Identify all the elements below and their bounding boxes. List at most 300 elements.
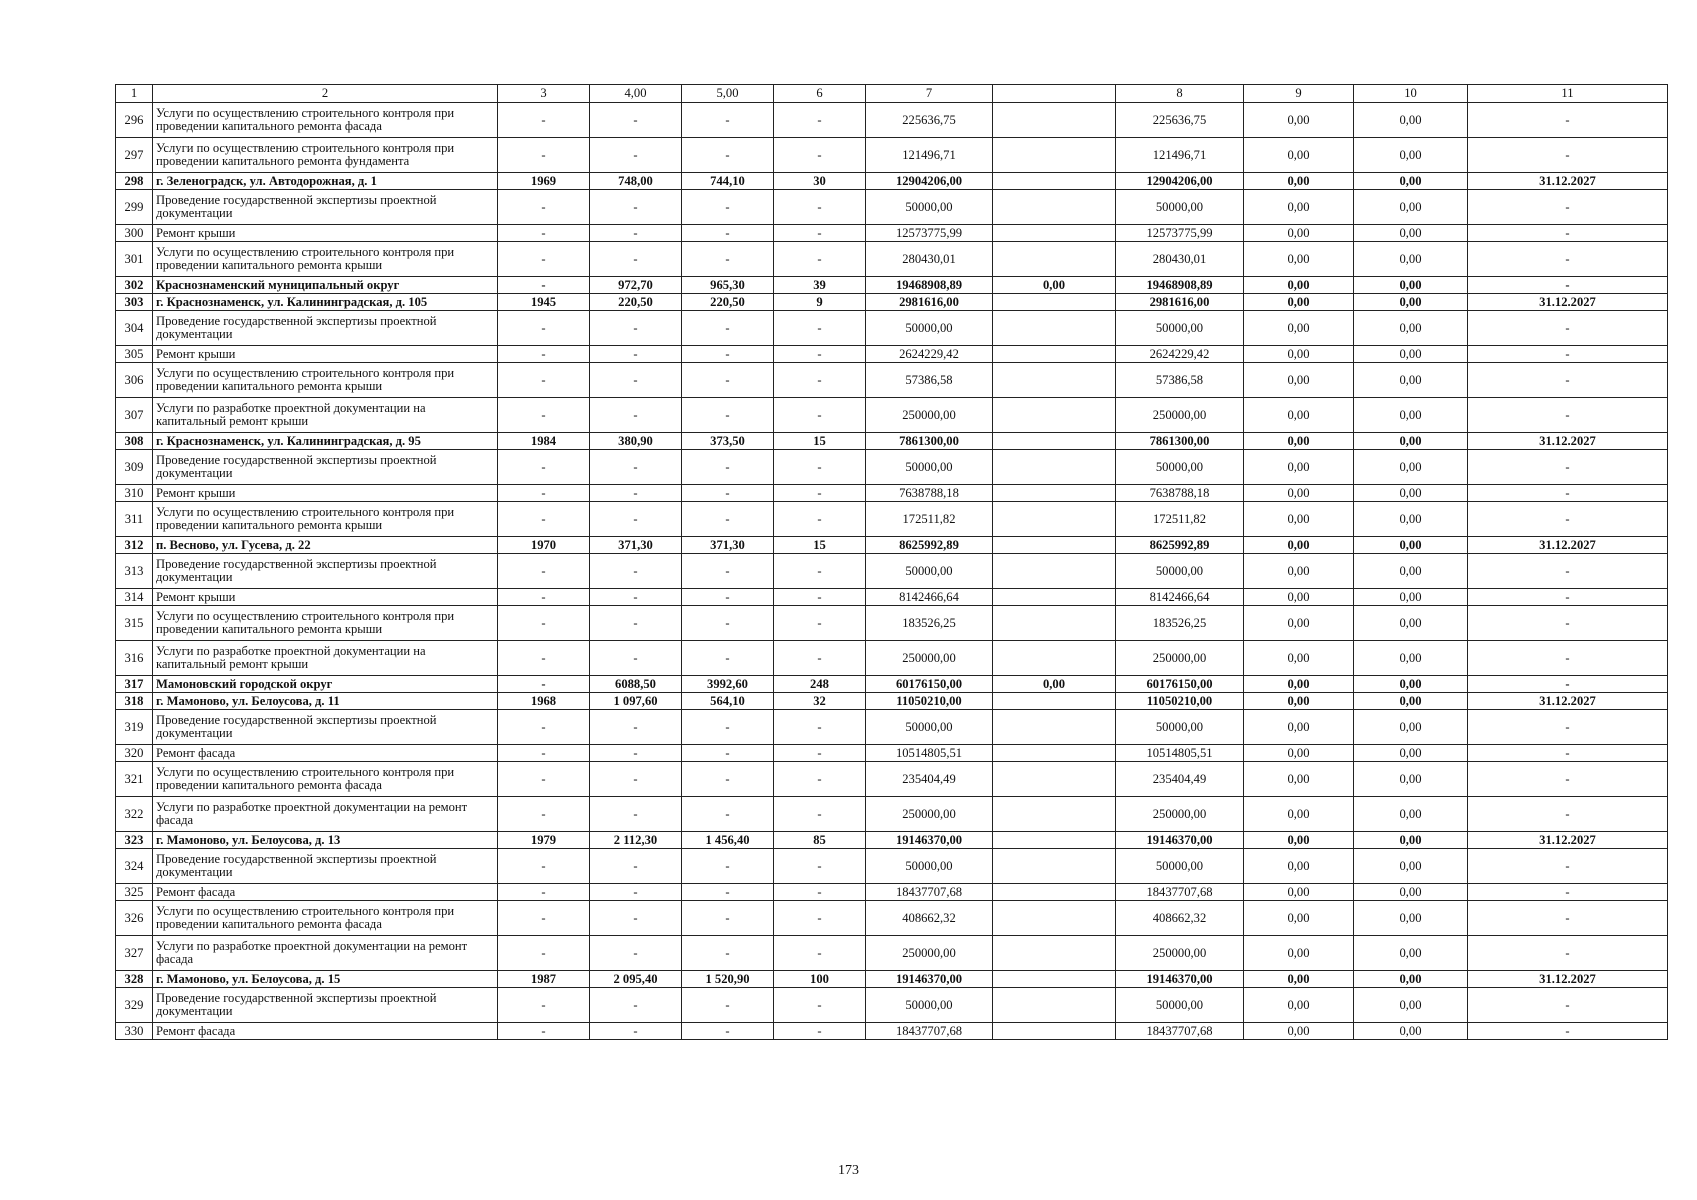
header-cell: 3 bbox=[498, 85, 590, 103]
header-cell: 1 bbox=[116, 85, 153, 103]
row-number-cell: 304 bbox=[116, 311, 153, 346]
budget-cost-cell: 0,00 bbox=[1244, 1023, 1354, 1040]
total-area-cell: - bbox=[590, 606, 682, 641]
fund-cost-cell: 50000,00 bbox=[1116, 710, 1244, 745]
fund-cost-cell: 50000,00 bbox=[1116, 190, 1244, 225]
residents-cell: - bbox=[774, 346, 866, 363]
deadline-cell: - bbox=[1468, 641, 1668, 676]
year-cell: 1970 bbox=[498, 537, 590, 554]
row-number-cell: 311 bbox=[116, 502, 153, 537]
other-cost-cell: 0,00 bbox=[1354, 849, 1468, 884]
other-cost-cell: 0,00 bbox=[1354, 138, 1468, 173]
budget-cost-cell: 0,00 bbox=[1244, 762, 1354, 797]
living-area-cell: - bbox=[682, 225, 774, 242]
extra-cost-cell bbox=[993, 138, 1116, 173]
year-cell: - bbox=[498, 884, 590, 901]
repair-program-table bbox=[115, 84, 1668, 1040]
residents-cell: - bbox=[774, 797, 866, 832]
residents-cell: - bbox=[774, 710, 866, 745]
residents-cell: - bbox=[774, 589, 866, 606]
residents-cell: - bbox=[774, 485, 866, 502]
extra-cost-cell bbox=[993, 797, 1116, 832]
other-cost-cell: 0,00 bbox=[1354, 797, 1468, 832]
extra-cost-cell bbox=[993, 242, 1116, 277]
table-body bbox=[116, 103, 1668, 1040]
budget-cost-cell: 0,00 bbox=[1244, 971, 1354, 988]
total-cost-cell: 250000,00 bbox=[866, 641, 993, 676]
row-number-cell: 325 bbox=[116, 884, 153, 901]
fund-cost-cell: 250000,00 bbox=[1116, 936, 1244, 971]
budget-cost-cell: 0,00 bbox=[1244, 901, 1354, 936]
total-cost-cell: 18437707,68 bbox=[866, 884, 993, 901]
total-area-cell: - bbox=[590, 485, 682, 502]
work-name-cell: Ремонт крыши bbox=[153, 589, 498, 606]
total-cost-cell: 121496,71 bbox=[866, 138, 993, 173]
fund-cost-cell: 11050210,00 bbox=[1116, 693, 1244, 710]
other-cost-cell: 0,00 bbox=[1354, 745, 1468, 762]
header-cell: 10 bbox=[1354, 85, 1468, 103]
deadline-cell: 31.12.2027 bbox=[1468, 294, 1668, 311]
total-cost-cell: 250000,00 bbox=[866, 797, 993, 832]
work-name-cell: Мамоновский городской округ bbox=[153, 676, 498, 693]
total-area-cell: - bbox=[590, 225, 682, 242]
fund-cost-cell: 2981616,00 bbox=[1116, 294, 1244, 311]
total-cost-cell: 280430,01 bbox=[866, 242, 993, 277]
total-area-cell: - bbox=[590, 849, 682, 884]
other-cost-cell: 0,00 bbox=[1354, 832, 1468, 849]
year-cell: - bbox=[498, 190, 590, 225]
other-cost-cell: 0,00 bbox=[1354, 606, 1468, 641]
fund-cost-cell: 50000,00 bbox=[1116, 311, 1244, 346]
residents-cell: - bbox=[774, 606, 866, 641]
total-cost-cell: 8142466,64 bbox=[866, 589, 993, 606]
living-area-cell: - bbox=[682, 797, 774, 832]
total-cost-cell: 250000,00 bbox=[866, 398, 993, 433]
total-area-cell: - bbox=[590, 901, 682, 936]
living-area-cell: - bbox=[682, 138, 774, 173]
living-area-cell: - bbox=[682, 849, 774, 884]
total-cost-cell: 225636,75 bbox=[866, 103, 993, 138]
total-area-cell: - bbox=[590, 589, 682, 606]
table-row bbox=[116, 537, 1668, 554]
fund-cost-cell: 7638788,18 bbox=[1116, 485, 1244, 502]
table-row bbox=[116, 971, 1668, 988]
row-number-cell: 315 bbox=[116, 606, 153, 641]
work-name-cell: Проведение государственной экспертизы проектной документации bbox=[153, 988, 498, 1023]
year-cell: - bbox=[498, 346, 590, 363]
row-number-cell: 330 bbox=[116, 1023, 153, 1040]
living-area-cell: - bbox=[682, 363, 774, 398]
fund-cost-cell: 57386,58 bbox=[1116, 363, 1244, 398]
other-cost-cell: 0,00 bbox=[1354, 901, 1468, 936]
row-number-cell: 316 bbox=[116, 641, 153, 676]
year-cell: - bbox=[498, 138, 590, 173]
total-area-cell: - bbox=[590, 190, 682, 225]
total-area-cell: - bbox=[590, 641, 682, 676]
total-cost-cell: 50000,00 bbox=[866, 988, 993, 1023]
other-cost-cell: 0,00 bbox=[1354, 641, 1468, 676]
table-row bbox=[116, 589, 1668, 606]
total-cost-cell: 19146370,00 bbox=[866, 971, 993, 988]
year-cell: - bbox=[498, 502, 590, 537]
residents-cell: 15 bbox=[774, 433, 866, 450]
total-cost-cell: 50000,00 bbox=[866, 849, 993, 884]
deadline-cell: - bbox=[1468, 589, 1668, 606]
budget-cost-cell: 0,00 bbox=[1244, 554, 1354, 589]
extra-cost-cell bbox=[993, 294, 1116, 311]
total-cost-cell: 19146370,00 bbox=[866, 832, 993, 849]
fund-cost-cell: 2624229,42 bbox=[1116, 346, 1244, 363]
header-cell: 8 bbox=[1116, 85, 1244, 103]
total-cost-cell: 183526,25 bbox=[866, 606, 993, 641]
other-cost-cell: 0,00 bbox=[1354, 502, 1468, 537]
table-row bbox=[116, 936, 1668, 971]
deadline-cell: 31.12.2027 bbox=[1468, 832, 1668, 849]
extra-cost-cell: 0,00 bbox=[993, 277, 1116, 294]
fund-cost-cell: 250000,00 bbox=[1116, 398, 1244, 433]
year-cell: - bbox=[498, 311, 590, 346]
budget-cost-cell: 0,00 bbox=[1244, 693, 1354, 710]
budget-cost-cell: 0,00 bbox=[1244, 311, 1354, 346]
work-name-cell: Ремонт крыши bbox=[153, 346, 498, 363]
work-name-cell: г. Мамоново, ул. Белоусова, д. 15 bbox=[153, 971, 498, 988]
residents-cell: 15 bbox=[774, 537, 866, 554]
total-cost-cell: 50000,00 bbox=[866, 311, 993, 346]
living-area-cell: - bbox=[682, 589, 774, 606]
fund-cost-cell: 183526,25 bbox=[1116, 606, 1244, 641]
residents-cell: - bbox=[774, 450, 866, 485]
living-area-cell: - bbox=[682, 936, 774, 971]
row-number-cell: 301 bbox=[116, 242, 153, 277]
table-header-row bbox=[116, 85, 1668, 103]
other-cost-cell: 0,00 bbox=[1354, 450, 1468, 485]
year-cell: 1968 bbox=[498, 693, 590, 710]
deadline-cell: - bbox=[1468, 398, 1668, 433]
row-number-cell: 312 bbox=[116, 537, 153, 554]
table-row bbox=[116, 554, 1668, 589]
work-name-cell: Услуги по осуществлению строительного контроля при проведении капитального ремонта фундамента bbox=[153, 138, 498, 173]
living-area-cell: - bbox=[682, 554, 774, 589]
living-area-cell: 1 456,40 bbox=[682, 832, 774, 849]
deadline-cell: - bbox=[1468, 936, 1668, 971]
year-cell: - bbox=[498, 641, 590, 676]
table-row bbox=[116, 190, 1668, 225]
work-name-cell: Услуги по осуществлению строительного контроля при проведении капитального ремонта фасада bbox=[153, 901, 498, 936]
total-cost-cell: 7638788,18 bbox=[866, 485, 993, 502]
row-number-cell: 317 bbox=[116, 676, 153, 693]
row-number-cell: 310 bbox=[116, 485, 153, 502]
row-number-cell: 299 bbox=[116, 190, 153, 225]
table-row bbox=[116, 988, 1668, 1023]
year-cell: 1984 bbox=[498, 433, 590, 450]
total-cost-cell: 172511,82 bbox=[866, 502, 993, 537]
extra-cost-cell bbox=[993, 589, 1116, 606]
deadline-cell: 31.12.2027 bbox=[1468, 433, 1668, 450]
deadline-cell: - bbox=[1468, 138, 1668, 173]
residents-cell: - bbox=[774, 901, 866, 936]
table-row bbox=[116, 277, 1668, 294]
other-cost-cell: 0,00 bbox=[1354, 242, 1468, 277]
budget-cost-cell: 0,00 bbox=[1244, 676, 1354, 693]
total-cost-cell: 18437707,68 bbox=[866, 1023, 993, 1040]
residents-cell: 85 bbox=[774, 832, 866, 849]
fund-cost-cell: 18437707,68 bbox=[1116, 1023, 1244, 1040]
budget-cost-cell: 0,00 bbox=[1244, 502, 1354, 537]
year-cell: - bbox=[498, 849, 590, 884]
extra-cost-cell bbox=[993, 537, 1116, 554]
deadline-cell: - bbox=[1468, 311, 1668, 346]
table-row bbox=[116, 693, 1668, 710]
extra-cost-cell bbox=[993, 554, 1116, 589]
fund-cost-cell: 50000,00 bbox=[1116, 849, 1244, 884]
total-area-cell: - bbox=[590, 242, 682, 277]
total-area-cell: 380,90 bbox=[590, 433, 682, 450]
work-name-cell: Услуги по осуществлению строительного контроля при проведении капитального ремонта фасада bbox=[153, 103, 498, 138]
year-cell: - bbox=[498, 710, 590, 745]
table-row bbox=[116, 398, 1668, 433]
residents-cell: - bbox=[774, 936, 866, 971]
extra-cost-cell: 0,00 bbox=[993, 676, 1116, 693]
extra-cost-cell bbox=[993, 710, 1116, 745]
fund-cost-cell: 250000,00 bbox=[1116, 641, 1244, 676]
residents-cell: - bbox=[774, 502, 866, 537]
total-area-cell: - bbox=[590, 710, 682, 745]
extra-cost-cell bbox=[993, 849, 1116, 884]
year-cell: - bbox=[498, 797, 590, 832]
year-cell: - bbox=[498, 676, 590, 693]
deadline-cell: - bbox=[1468, 450, 1668, 485]
table-row bbox=[116, 502, 1668, 537]
row-number-cell: 327 bbox=[116, 936, 153, 971]
table-row bbox=[116, 346, 1668, 363]
work-name-cell: Проведение государственной экспертизы проектной документации bbox=[153, 849, 498, 884]
budget-cost-cell: 0,00 bbox=[1244, 346, 1354, 363]
extra-cost-cell bbox=[993, 502, 1116, 537]
total-area-cell: 2 112,30 bbox=[590, 832, 682, 849]
year-cell: - bbox=[498, 1023, 590, 1040]
work-name-cell: Проведение государственной экспертизы проектной документации bbox=[153, 450, 498, 485]
other-cost-cell: 0,00 bbox=[1354, 936, 1468, 971]
budget-cost-cell: 0,00 bbox=[1244, 363, 1354, 398]
fund-cost-cell: 12904206,00 bbox=[1116, 173, 1244, 190]
table-row bbox=[116, 849, 1668, 884]
deadline-cell: - bbox=[1468, 363, 1668, 398]
extra-cost-cell bbox=[993, 103, 1116, 138]
living-area-cell: - bbox=[682, 710, 774, 745]
table-row bbox=[116, 1023, 1668, 1040]
table-row bbox=[116, 762, 1668, 797]
row-number-cell: 298 bbox=[116, 173, 153, 190]
table-row bbox=[116, 606, 1668, 641]
work-name-cell: Проведение государственной экспертизы проектной документации bbox=[153, 710, 498, 745]
deadline-cell: - bbox=[1468, 606, 1668, 641]
deadline-cell: - bbox=[1468, 676, 1668, 693]
other-cost-cell: 0,00 bbox=[1354, 173, 1468, 190]
fund-cost-cell: 408662,32 bbox=[1116, 901, 1244, 936]
row-number-cell: 314 bbox=[116, 589, 153, 606]
budget-cost-cell: 0,00 bbox=[1244, 936, 1354, 971]
table-row bbox=[116, 901, 1668, 936]
total-cost-cell: 50000,00 bbox=[866, 190, 993, 225]
total-area-cell: - bbox=[590, 346, 682, 363]
header-cell: 7 bbox=[866, 85, 993, 103]
work-name-cell: Ремонт фасада bbox=[153, 1023, 498, 1040]
total-area-cell: 2 095,40 bbox=[590, 971, 682, 988]
table-row bbox=[116, 433, 1668, 450]
total-cost-cell: 7861300,00 bbox=[866, 433, 993, 450]
total-cost-cell: 250000,00 bbox=[866, 936, 993, 971]
total-area-cell: - bbox=[590, 936, 682, 971]
row-number-cell: 297 bbox=[116, 138, 153, 173]
budget-cost-cell: 0,00 bbox=[1244, 103, 1354, 138]
budget-cost-cell: 0,00 bbox=[1244, 277, 1354, 294]
deadline-cell: - bbox=[1468, 554, 1668, 589]
deadline-cell: - bbox=[1468, 901, 1668, 936]
other-cost-cell: 0,00 bbox=[1354, 103, 1468, 138]
budget-cost-cell: 0,00 bbox=[1244, 537, 1354, 554]
table-row bbox=[116, 225, 1668, 242]
year-cell: - bbox=[498, 450, 590, 485]
extra-cost-cell bbox=[993, 398, 1116, 433]
extra-cost-cell bbox=[993, 693, 1116, 710]
year-cell: 1945 bbox=[498, 294, 590, 311]
year-cell: - bbox=[498, 589, 590, 606]
fund-cost-cell: 225636,75 bbox=[1116, 103, 1244, 138]
extra-cost-cell bbox=[993, 311, 1116, 346]
fund-cost-cell: 280430,01 bbox=[1116, 242, 1244, 277]
total-area-cell: - bbox=[590, 797, 682, 832]
living-area-cell: - bbox=[682, 606, 774, 641]
other-cost-cell: 0,00 bbox=[1354, 433, 1468, 450]
deadline-cell: - bbox=[1468, 988, 1668, 1023]
total-area-cell: 748,00 bbox=[590, 173, 682, 190]
row-number-cell: 324 bbox=[116, 849, 153, 884]
work-name-cell: Услуги по осуществлению строительного контроля при проведении капитального ремонта крыши bbox=[153, 242, 498, 277]
residents-cell: 100 bbox=[774, 971, 866, 988]
other-cost-cell: 0,00 bbox=[1354, 554, 1468, 589]
residents-cell: - bbox=[774, 138, 866, 173]
living-area-cell: 220,50 bbox=[682, 294, 774, 311]
document-sheet bbox=[115, 84, 1667, 1040]
work-name-cell: Проведение государственной экспертизы проектной документации bbox=[153, 554, 498, 589]
header-cell bbox=[993, 85, 1116, 103]
page-number: 173 bbox=[838, 1163, 859, 1178]
total-cost-cell: 11050210,00 bbox=[866, 693, 993, 710]
work-name-cell: г. Мамоново, ул. Белоусова, д. 11 bbox=[153, 693, 498, 710]
total-cost-cell: 408662,32 bbox=[866, 901, 993, 936]
extra-cost-cell bbox=[993, 641, 1116, 676]
extra-cost-cell bbox=[993, 971, 1116, 988]
row-number-cell: 303 bbox=[116, 294, 153, 311]
living-area-cell: - bbox=[682, 988, 774, 1023]
residents-cell: - bbox=[774, 103, 866, 138]
residents-cell: - bbox=[774, 849, 866, 884]
fund-cost-cell: 8142466,64 bbox=[1116, 589, 1244, 606]
other-cost-cell: 0,00 bbox=[1354, 971, 1468, 988]
row-number-cell: 328 bbox=[116, 971, 153, 988]
budget-cost-cell: 0,00 bbox=[1244, 849, 1354, 884]
total-cost-cell: 19468908,89 bbox=[866, 277, 993, 294]
fund-cost-cell: 50000,00 bbox=[1116, 450, 1244, 485]
year-cell: - bbox=[498, 745, 590, 762]
living-area-cell: - bbox=[682, 502, 774, 537]
residents-cell: - bbox=[774, 988, 866, 1023]
fund-cost-cell: 18437707,68 bbox=[1116, 884, 1244, 901]
budget-cost-cell: 0,00 bbox=[1244, 797, 1354, 832]
work-name-cell: Услуги по осуществлению строительного контроля при проведении капитального ремонта крыши bbox=[153, 502, 498, 537]
deadline-cell: - bbox=[1468, 849, 1668, 884]
work-name-cell: Услуги по осуществлению строительного контроля при проведении капитального ремонта фасада bbox=[153, 762, 498, 797]
work-name-cell: Услуги по разработке проектной документации на ремонт фасада bbox=[153, 797, 498, 832]
year-cell: 1979 bbox=[498, 832, 590, 849]
year-cell: - bbox=[498, 398, 590, 433]
work-name-cell: Услуги по разработке проектной документации на ремонт фасада bbox=[153, 936, 498, 971]
work-name-cell: г. Краснознаменск, ул. Калининградская, д. 105 bbox=[153, 294, 498, 311]
header-cell: 2 bbox=[153, 85, 498, 103]
table-row bbox=[116, 363, 1668, 398]
residents-cell: - bbox=[774, 641, 866, 676]
row-number-cell: 308 bbox=[116, 433, 153, 450]
fund-cost-cell: 12573775,99 bbox=[1116, 225, 1244, 242]
other-cost-cell: 0,00 bbox=[1354, 589, 1468, 606]
budget-cost-cell: 0,00 bbox=[1244, 641, 1354, 676]
deadline-cell: - bbox=[1468, 225, 1668, 242]
work-name-cell: Проведение государственной экспертизы проектной документации bbox=[153, 190, 498, 225]
table-row bbox=[116, 485, 1668, 502]
work-name-cell: Услуги по разработке проектной документации на капитальный ремонт крыши bbox=[153, 641, 498, 676]
header-cell: 5,00 bbox=[682, 85, 774, 103]
total-cost-cell: 57386,58 bbox=[866, 363, 993, 398]
budget-cost-cell: 0,00 bbox=[1244, 589, 1354, 606]
residents-cell: - bbox=[774, 398, 866, 433]
other-cost-cell: 0,00 bbox=[1354, 710, 1468, 745]
row-number-cell: 321 bbox=[116, 762, 153, 797]
table-row bbox=[116, 884, 1668, 901]
fund-cost-cell: 19146370,00 bbox=[1116, 971, 1244, 988]
total-area-cell: 220,50 bbox=[590, 294, 682, 311]
fund-cost-cell: 172511,82 bbox=[1116, 502, 1244, 537]
row-number-cell: 326 bbox=[116, 901, 153, 936]
other-cost-cell: 0,00 bbox=[1354, 294, 1468, 311]
budget-cost-cell: 0,00 bbox=[1244, 225, 1354, 242]
other-cost-cell: 0,00 bbox=[1354, 762, 1468, 797]
living-area-cell: 564,10 bbox=[682, 693, 774, 710]
row-number-cell: 322 bbox=[116, 797, 153, 832]
residents-cell: - bbox=[774, 363, 866, 398]
other-cost-cell: 0,00 bbox=[1354, 346, 1468, 363]
fund-cost-cell: 121496,71 bbox=[1116, 138, 1244, 173]
other-cost-cell: 0,00 bbox=[1354, 693, 1468, 710]
other-cost-cell: 0,00 bbox=[1354, 190, 1468, 225]
table-row bbox=[116, 311, 1668, 346]
residents-cell: - bbox=[774, 1023, 866, 1040]
work-name-cell: Ремонт крыши bbox=[153, 225, 498, 242]
deadline-cell: - bbox=[1468, 277, 1668, 294]
year-cell: - bbox=[498, 762, 590, 797]
year-cell: 1987 bbox=[498, 971, 590, 988]
other-cost-cell: 0,00 bbox=[1354, 398, 1468, 433]
living-area-cell: 371,30 bbox=[682, 537, 774, 554]
year-cell: - bbox=[498, 606, 590, 641]
total-cost-cell: 8625992,89 bbox=[866, 537, 993, 554]
fund-cost-cell: 7861300,00 bbox=[1116, 433, 1244, 450]
fund-cost-cell: 19146370,00 bbox=[1116, 832, 1244, 849]
total-area-cell: 6088,50 bbox=[590, 676, 682, 693]
work-name-cell: Проведение государственной экспертизы проектной документации bbox=[153, 311, 498, 346]
work-name-cell: г. Зеленоградск, ул. Автодорожная, д. 1 bbox=[153, 173, 498, 190]
deadline-cell: 31.12.2027 bbox=[1468, 537, 1668, 554]
other-cost-cell: 0,00 bbox=[1354, 277, 1468, 294]
